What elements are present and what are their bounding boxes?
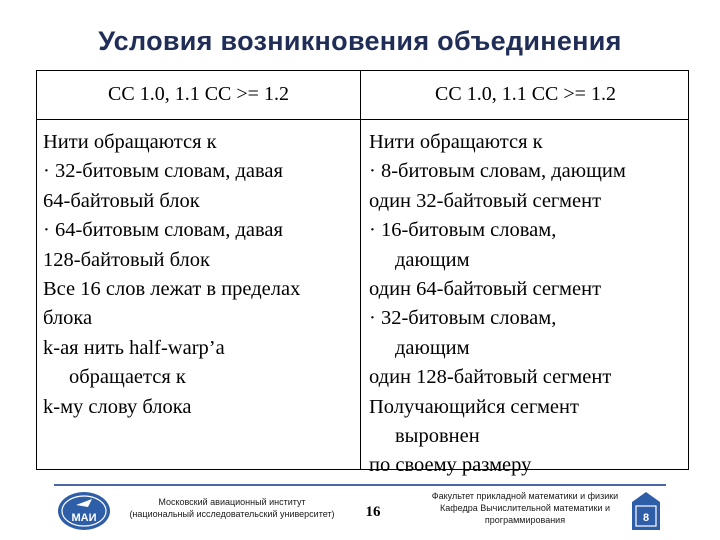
cell-line: один 64-байтовый сегмент	[369, 278, 602, 301]
cell-line: k-му слову блока	[43, 395, 192, 418]
page-number: 16	[365, 504, 381, 520]
cell-line: один 32-байтовый сегмент	[369, 189, 602, 212]
header-left: CC 1.0, 1.1 CC >= 1.2	[108, 83, 289, 105]
slide-title: Условия возникновения объединения	[98, 26, 622, 56]
institute-name	[112, 496, 352, 520]
cell-line: · 16-битовым словам,	[369, 219, 557, 242]
header-divider	[37, 119, 688, 120]
logo-right-text: 8	[642, 512, 650, 524]
cell-line: · 32-битовым словам,	[369, 307, 557, 330]
cell-line: блока	[43, 307, 93, 330]
faculty-line: Кафедра Вычислительной математики и	[439, 503, 611, 513]
footer-divider	[54, 484, 666, 486]
cell-line: обращается к	[69, 366, 186, 389]
comparison-table	[36, 70, 689, 477]
cell-right	[369, 128, 687, 481]
faculty-line: Факультет прикладной математики и физики	[431, 491, 619, 501]
faculty-name	[414, 490, 636, 526]
cell-line: Все 16 слов лежат в пределах	[43, 278, 301, 301]
institute-line: Московский авиационный институт	[158, 497, 306, 507]
cell-line: · 64-битовым словам, давая	[43, 219, 283, 242]
cell-line: 64-байтовый блок	[43, 189, 200, 212]
cell-line: Нити обращаются к	[43, 131, 217, 153]
cell-line: · 32-битовым словам, давая	[43, 160, 283, 183]
mai-logo-icon	[56, 490, 112, 532]
cell-left	[43, 128, 359, 422]
cell-line: дающим	[395, 248, 470, 271]
cell-line: Нити обращаются к	[369, 131, 543, 153]
cell-line: выровнен	[395, 425, 480, 448]
faculty-logo-icon	[628, 490, 664, 534]
column-divider	[360, 71, 361, 469]
header-right: CC 1.0, 1.1 CC >= 1.2	[435, 83, 616, 105]
cell-line: k-ая нить half-warp’a	[43, 336, 225, 359]
cell-line: · 8-битовым словам, дающим	[369, 160, 626, 183]
cell-line: Получающийся сегмент	[369, 395, 579, 418]
institute-line: (национальный исследовательский университет)	[129, 509, 335, 519]
cell-line: один 128-байтовый сегмент	[369, 366, 612, 389]
cell-line: по своему размеру	[369, 454, 532, 477]
cell-line: дающим	[395, 336, 470, 359]
faculty-line: программирования	[484, 515, 566, 525]
logo-left-text: МАИ	[71, 512, 97, 524]
cell-line: 128-байтовый блок	[43, 248, 210, 271]
